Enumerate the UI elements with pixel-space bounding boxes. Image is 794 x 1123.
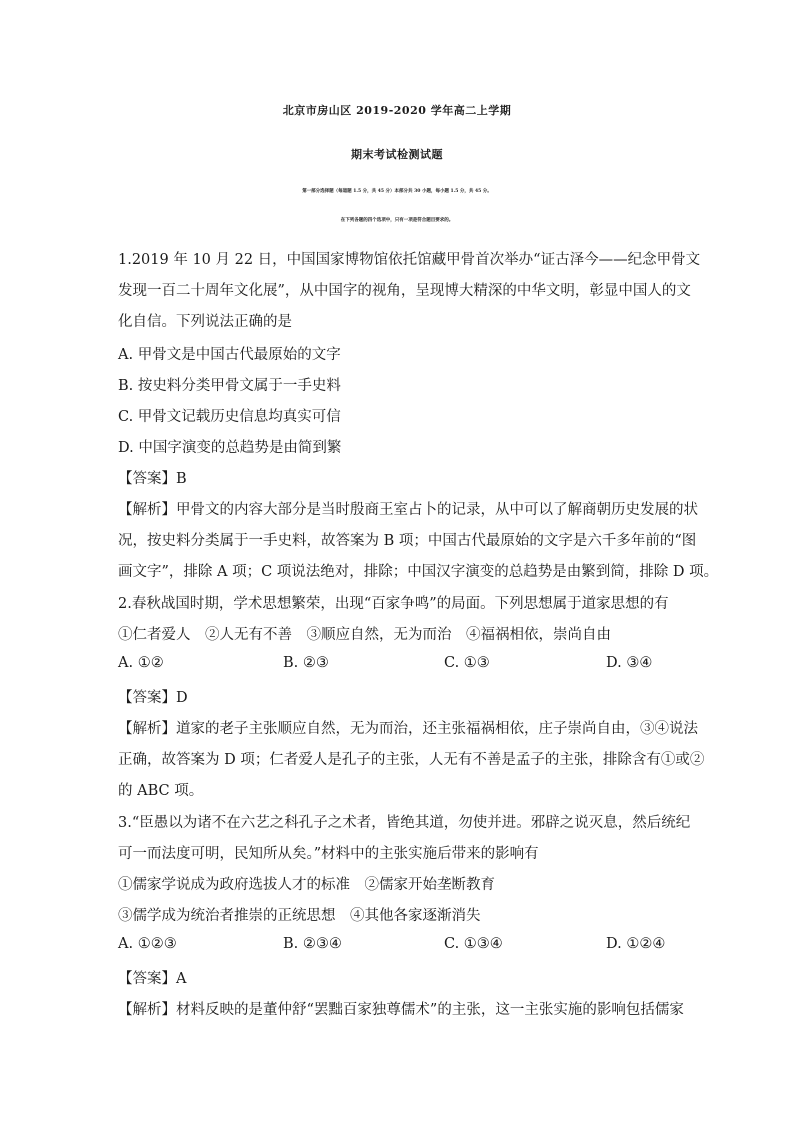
q2-stem-line: 2.春秋战国时期，学术思想繁荣，出现“百家争鸣”的局面。下列思想属于道家思想的有 xyxy=(118,596,669,612)
q3-stem-line: ①儒家学说成为政府选拔人才的标准 ②儒家开始垄断教育 xyxy=(118,877,495,893)
q3-stem-line: 3.“臣愚以为诸不在六艺之科孔子之术者，皆绝其道，勿使并进。邪辟之说灭息，然后统纪 xyxy=(118,815,691,831)
q3-option-d: D. ①②④ xyxy=(606,936,666,952)
section-heading: 第一部分选择题（每道题 1.5 分，共 45 分）本部分共 30 小题，每小题 1.5 分，共 45 分。 xyxy=(302,189,492,194)
q2-analysis-line: 的 ABC 项。 xyxy=(118,783,204,799)
q1-option-a: A. 甲骨文是中国古代最原始的文字 xyxy=(118,347,341,363)
q2-option-c: C. ①③ xyxy=(444,655,490,671)
section-instruction: 在下列各题的四个选项中，只有一项是符合题目要求的。 xyxy=(340,218,454,223)
exam-title: 北京市房山区 2019-2020 学年高二上学期 xyxy=(282,104,512,117)
q2-option-b: B. ②③ xyxy=(283,655,329,671)
q1-analysis-line: 况，按史料分类属于一手史料，故答案为 B 项；中国古代最原始的文字是六千多年前的“图 xyxy=(118,533,697,549)
q2-analysis-line: 正确，故答案为 D 项；仁者爱人是孔子的主张，人无有不善是孟子的主张，排除含有①或② xyxy=(118,752,705,768)
q3-stem-line: ③儒学成为统治者推崇的正统思想 ④其他各家逐渐消失 xyxy=(118,908,481,924)
q1-analysis-line: 【解析】甲骨文的内容大部分是当时殷商王室占卜的记录，从中可以了解商朝历史发展的状 xyxy=(118,502,698,518)
q3-stem-line: 可一而法度可明，民知所从矣。”材料中的主张实施后带来的影响有 xyxy=(118,846,539,862)
q2-option-a: A. ①② xyxy=(118,655,164,671)
exam-subtitle: 期末考试检测试题 xyxy=(351,148,443,161)
q1-option-b: B. 按史料分类甲骨文属于一手史料 xyxy=(118,378,341,394)
q3-option-b: B. ②③④ xyxy=(283,936,342,952)
q2-option-d: D. ③④ xyxy=(606,655,653,671)
q3-option-a: A. ①②③ xyxy=(118,936,177,952)
q1-option-d: D. 中国字演变的总趋势是由简到繁 xyxy=(118,440,342,456)
q3-analysis-line: 【解析】材料反映的是董仲舒“罢黜百家独尊儒术”的主张，这一主张实施的影响包括儒家 xyxy=(118,1002,684,1018)
q1-stem-line: 化自信。下列说法正确的是 xyxy=(118,314,292,330)
q3-answer: 【答案】A xyxy=(118,971,187,987)
q1-stem-line: 1.2019 年 10 月 22 日，中国国家博物馆依托馆藏甲骨首次举办“证古泽今——纪念甲骨文 xyxy=(118,252,701,268)
q1-option-c: C. 甲骨文记载历史信息均真实可信 xyxy=(118,409,341,425)
q2-answer: 【答案】D xyxy=(118,690,188,706)
q1-answer: 【答案】B xyxy=(118,471,187,487)
q3-option-c: C. ①③④ xyxy=(444,936,503,952)
q1-analysis-line: 画文字”，排除 A 项；C 项说法绝对，排除；中国汉字演变的总趋势是由繁到简，排除 D 项。 xyxy=(118,564,719,580)
q2-stem-line: ①仁者爱人 ②人无有不善 ③顺应自然，无为而治 ④福祸相依，崇尚自由 xyxy=(118,627,611,643)
q1-stem-line: 发现一百二十周年文化展”，从中国字的视角，呈现博大精深的中华文明，彰显中国人的文 xyxy=(118,283,691,299)
q2-analysis-line: 【解析】道家的老子主张顺应自然，无为而治，还主张福祸相依，庄子崇尚自由，③④说法 xyxy=(118,721,698,737)
